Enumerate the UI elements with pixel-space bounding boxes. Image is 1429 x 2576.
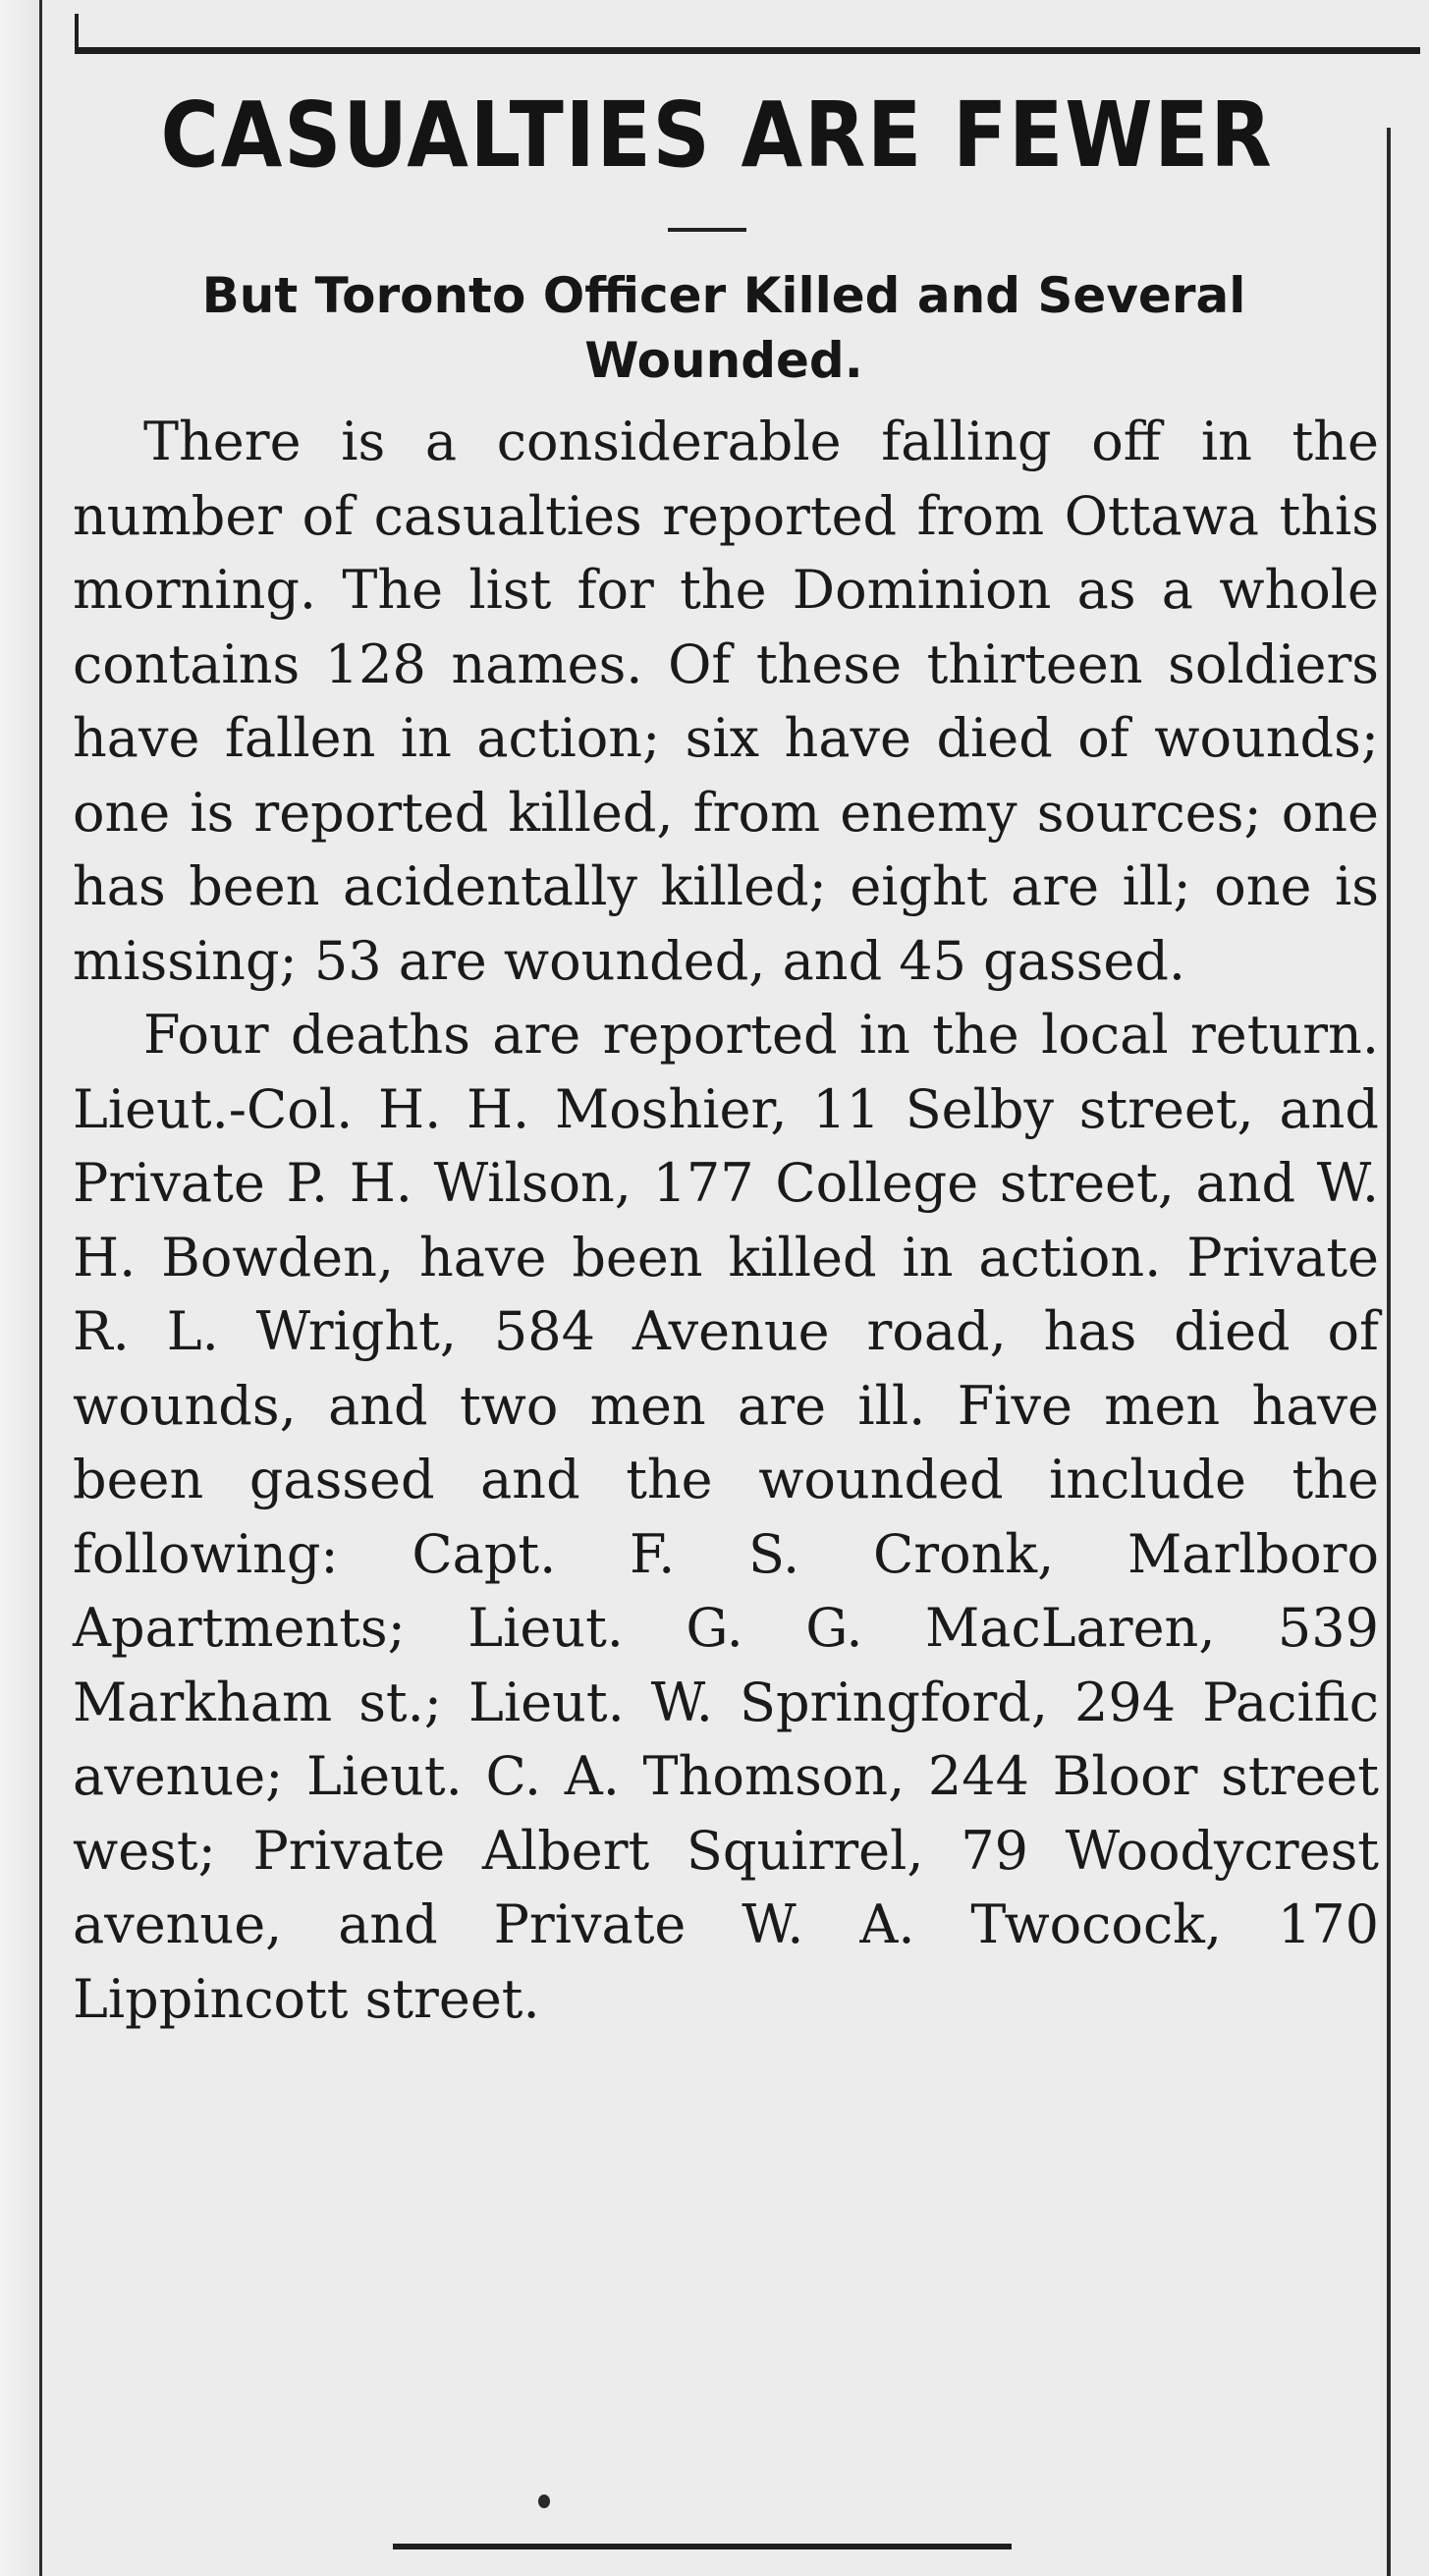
column-rule-right [1387,128,1391,2576]
top-rule [75,47,1420,54]
headline: CASUALTIES ARE FEWER [160,82,1274,188]
paragraph-2: Four deaths are reported in the local return. Lieut.-Col. H. H. Moshier, 11 Selby street, and Private P. H. Wilson, 177 College street, and W. H. Bowden, have been killed in action. Private R. L. Wright, 584 Avenue road, has died of wounds, and two men are ill. Five men have been gassed and the wounded include the following: Capt. F. S. Cronk, Marlboro Apartments; Lieut. G. G. MacLaren, 539 Markham st.; Lieut. W. Springford, 294 Pacific avenue; Lieut. C. A. Thomson, 244 Bloor street west; Private Albert Squirrel, 79 Woodycrest avenue, and Private W. A. Twocock, 170 Lippincott street. [73,1004,1379,2030]
ink-speck [538,2494,550,2508]
column-rule-left [39,0,42,2576]
article-body [73,405,1379,2036]
scan-edge [0,0,39,2576]
bottom-rule [393,2544,1012,2549]
paragraph-1: There is a considerable falling off in the number of casualties reported from Ottawa this morning. The list for the Dominion as a whole contains 128 names. Of these thirteen soldiers have fallen in action; six have died of wounds; one is reported killed, from enemy sources; one has been acidentally killed; eight are ill; one is missing; 53 are wounded, and 45 gassed. [73,411,1379,992]
headline-divider [668,228,746,232]
subheadline: But Toronto Officer Killed and Several Wounded. [201,267,1246,389]
